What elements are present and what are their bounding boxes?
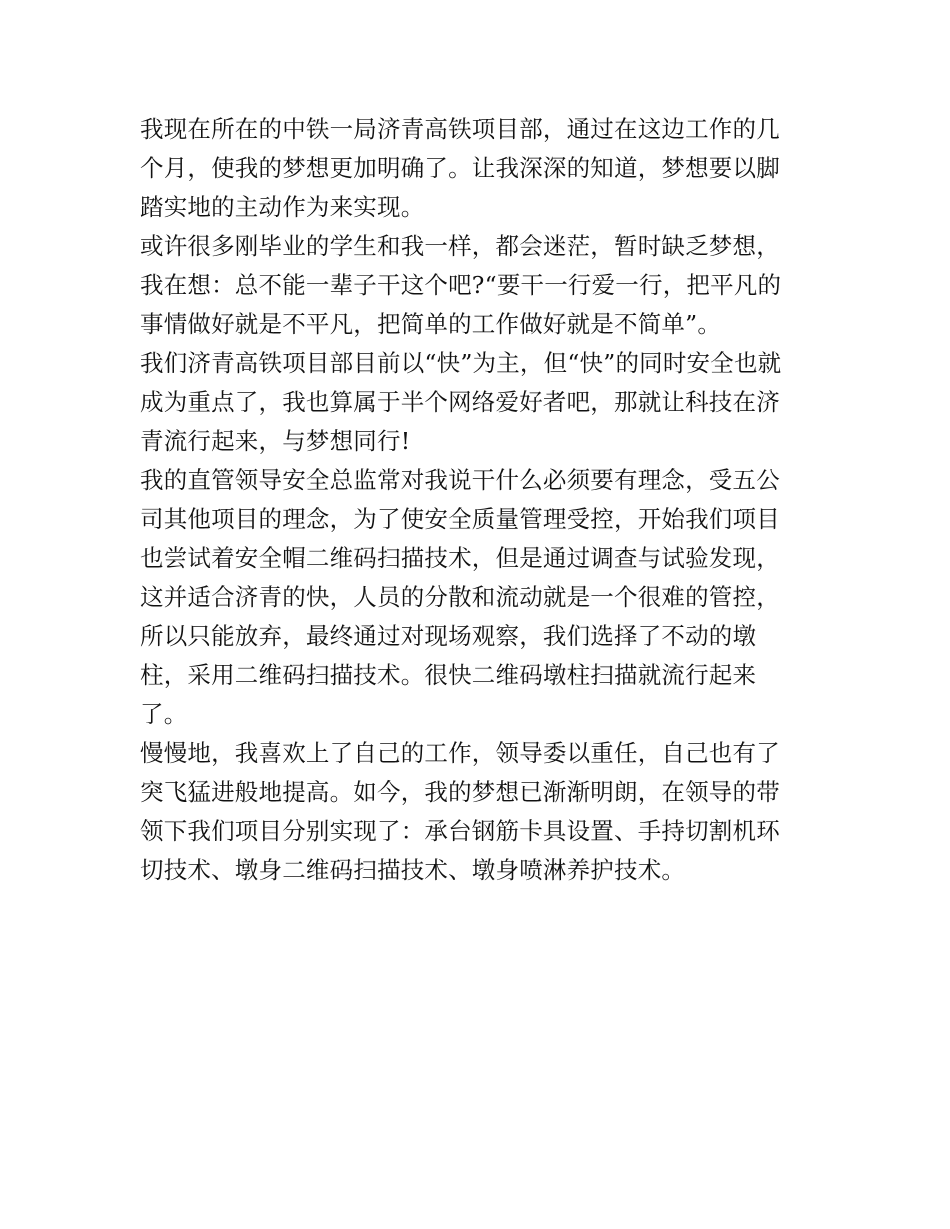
text-line: 慢慢地，我喜欢上了自己的工作，领导委以重任，自己也有了 (140, 739, 780, 767)
paragraph-4 (140, 461, 812, 734)
text-line: 司其他项目的理念，为了使安全质量管理受控，开始我们项目 (140, 505, 780, 533)
text-line: 领下我们项目分别实现了：承台钢筋卡具设置、手持切割机环 (140, 817, 780, 845)
text-line: 事情做好就是不平凡，把简单的工作做好就是不简单”。 (140, 310, 722, 338)
text-line: 我们济青高铁项目部目前以“快”为主，但“快”的同时安全也就 (140, 349, 782, 377)
text-line: 这并适合济青的快，人员的分散和流动就是一个很难的管控， (140, 583, 780, 611)
text-line: 了。 (140, 700, 188, 728)
text-line: 我现在所在的中铁一局济青高铁项目部，通过在这边工作的几 (140, 115, 780, 143)
paragraph-2 (140, 227, 812, 344)
text-line: 切技术、墩身二维码扫描技术、墩身喷淋养护技术。 (140, 856, 686, 884)
text-line: 我在想：总不能一辈子干这个吧?“要干一行爱一行，把平凡的 (140, 271, 782, 299)
text-line: 成为重点了，我也算属于半个网络爱好者吧，那就让科技在济 (140, 388, 780, 416)
text-line: 所以只能放弃，最终通过对现场观察，我们选择了不动的墩 (140, 622, 757, 650)
text-line: 柱，采用二维码扫描技术。很快二维码墩柱扫描就流行起来 (140, 661, 757, 689)
document-body (140, 110, 812, 890)
text-line: 我的直管领导安全总监常对我说干什么必须要有理念，受五公 (140, 466, 780, 494)
paragraph-5 (140, 734, 812, 890)
text-line: 踏实地的主动作为来实现。 (140, 193, 425, 221)
text-line: 突飞猛进般地提高。如今，我的梦想已渐渐明朗，在领导的带 (140, 778, 780, 806)
text-line: 或许很多刚毕业的学生和我一样，都会迷茫，暂时缺乏梦想， (140, 232, 780, 260)
text-line: 青流行起来，与梦想同行! (140, 427, 411, 455)
text-line: 个月，使我的梦想更加明确了。让我深深的知道，梦想要以脚 (140, 154, 780, 182)
paragraph-3 (140, 344, 812, 461)
paragraph-1 (140, 110, 812, 227)
text-line: 也尝试着安全帽二维码扫描技术，但是通过调查与试验发现， (140, 544, 780, 572)
